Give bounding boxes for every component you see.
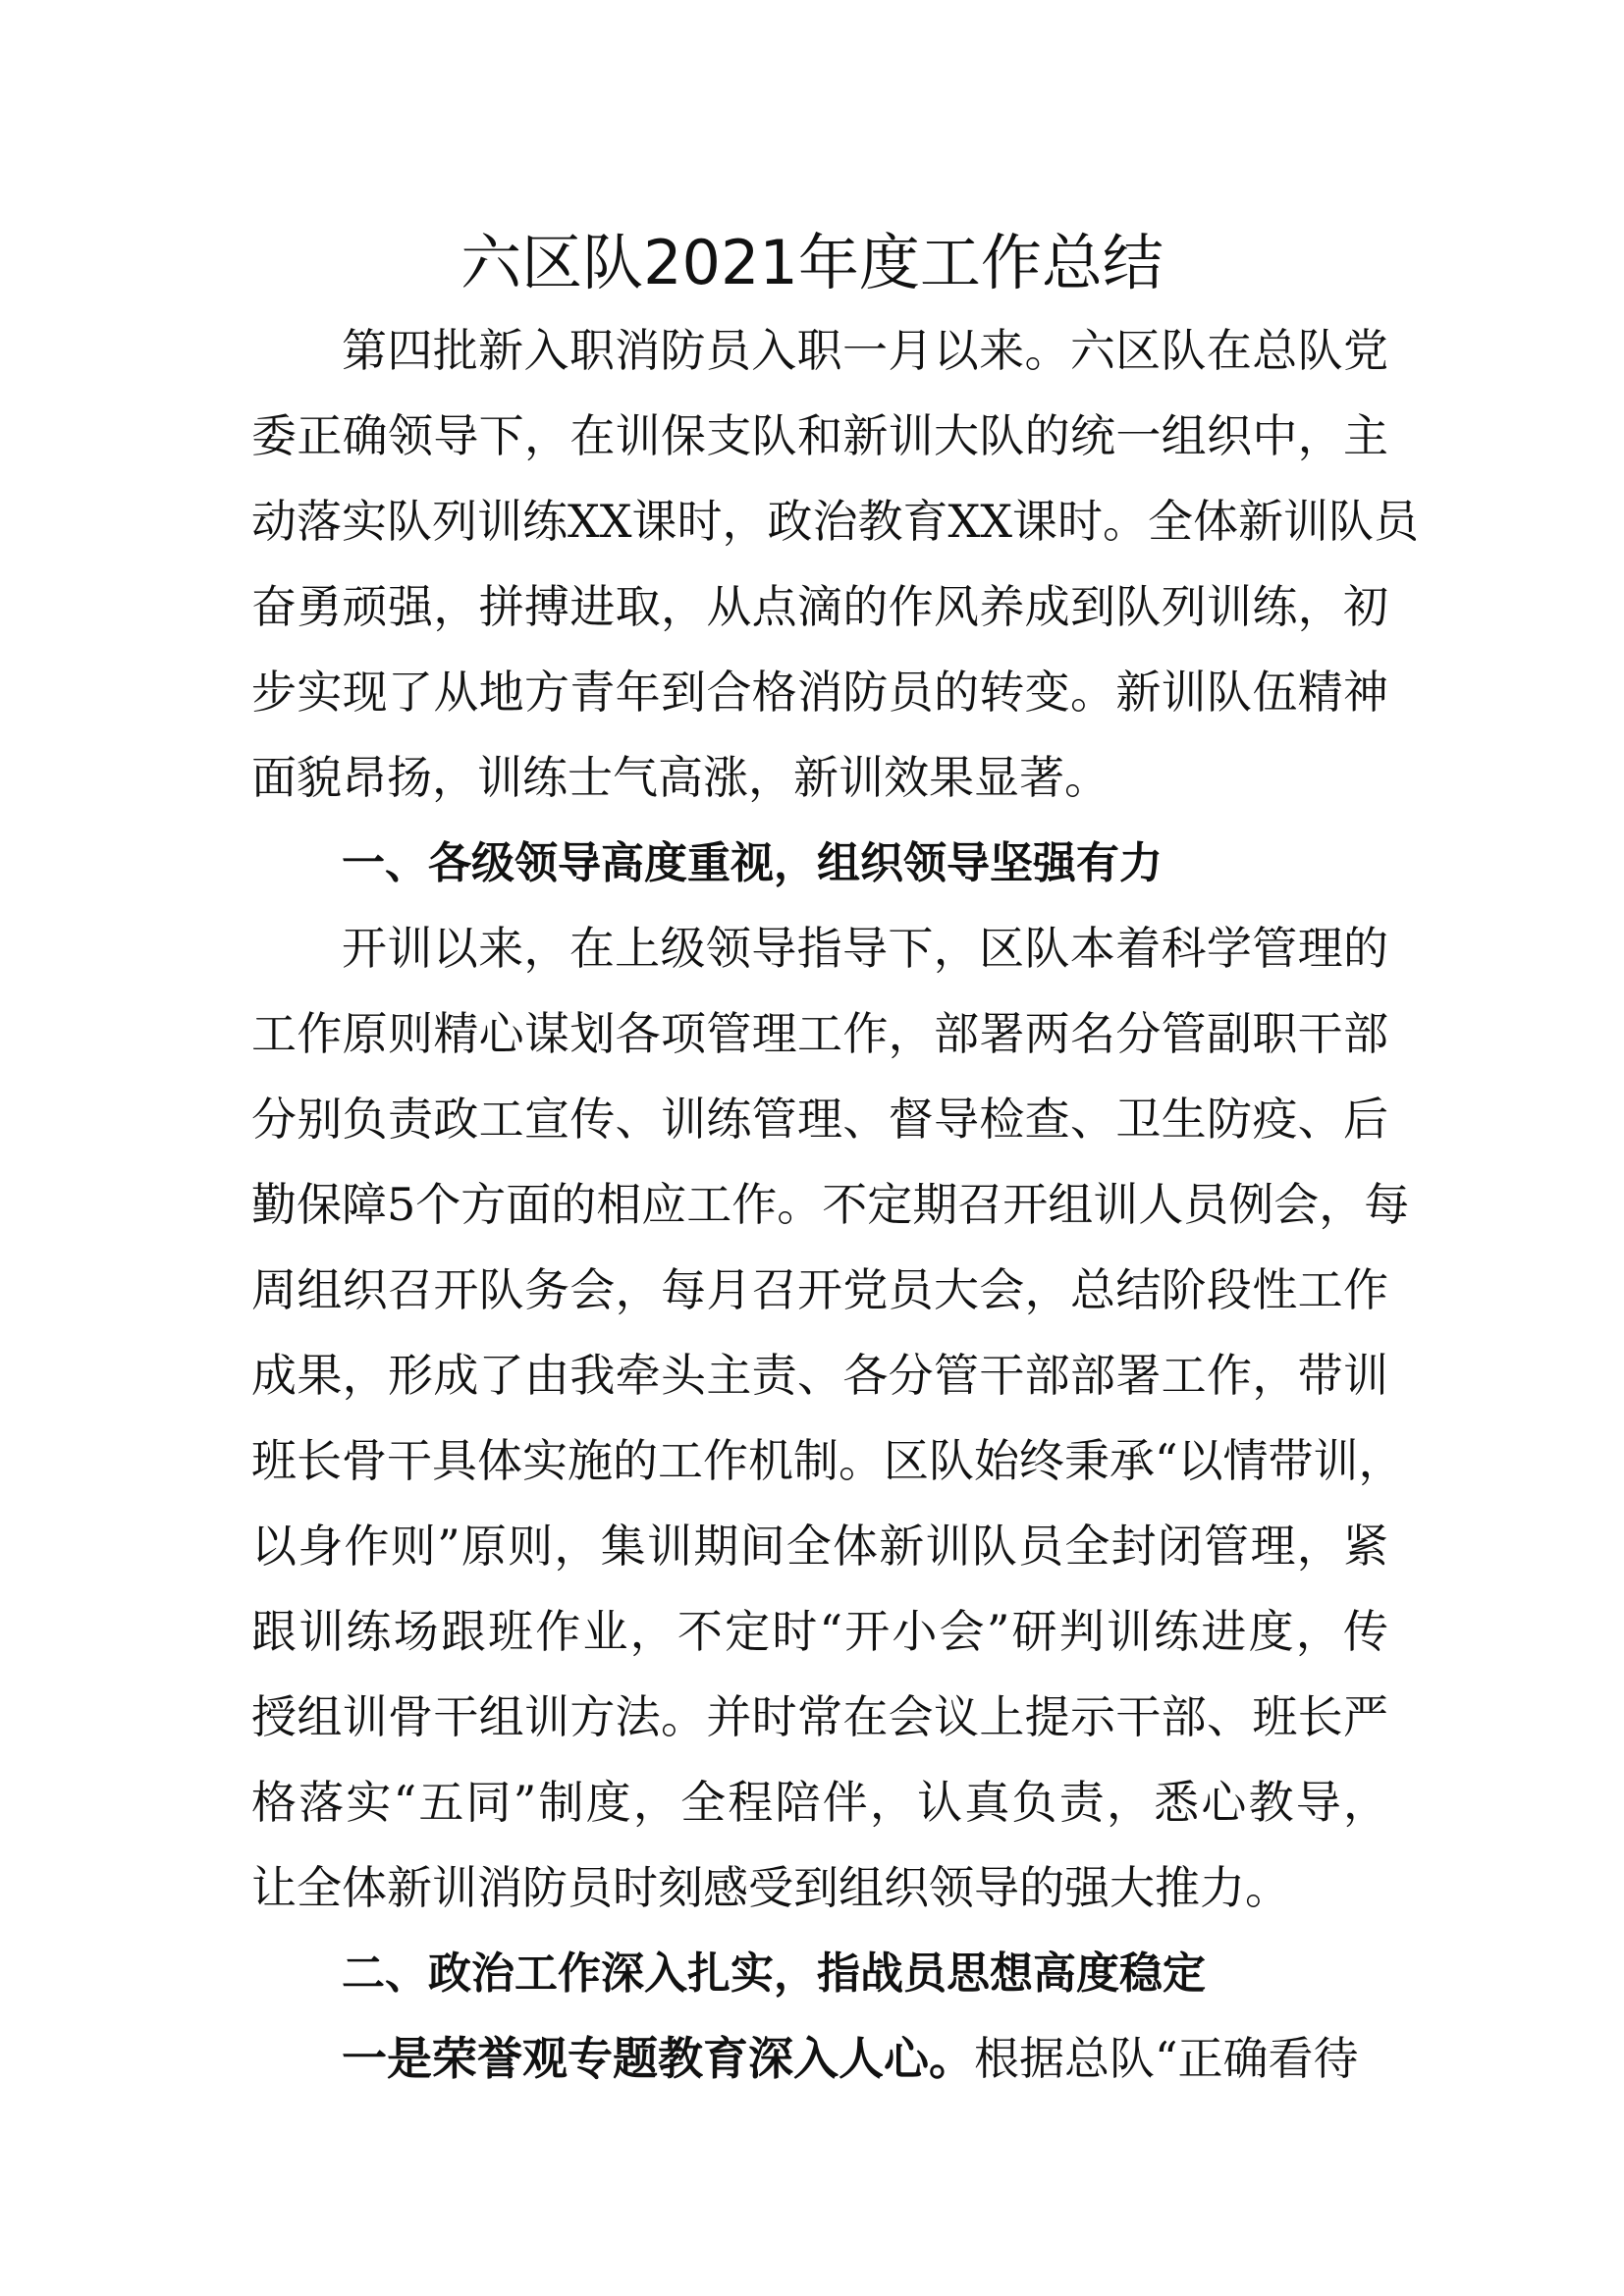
section-heading-2: 二、政治工作深入扎实，指战员思想高度稳定	[342, 1949, 1206, 1999]
text-line: 班长骨干具体实施的工作机制。区队始终秉承“以情带训，	[251, 1434, 1404, 1487]
text-line: 面貌昂扬，训练士气高涨，新训效果显著。	[251, 751, 1110, 804]
document-body	[251, 308, 1419, 2102]
paragraph-intro	[251, 308, 1419, 821]
text-line: 以身作则”原则，集训期间全体新训队员全封闭管理，紧	[251, 1520, 1388, 1573]
text-line: 奋勇顽强，拼搏进取，从点滴的作风养成到队列训练，初	[251, 580, 1388, 633]
text-line: 授组训骨干组训方法。并时常在会议上提示干部、班长严	[251, 1690, 1388, 1743]
text-line: 分别负责政工宣传、训练管理、督导检查、卫生防疫、后	[251, 1093, 1388, 1146]
text-line: 跟训练场跟班作业，不定时“开小会”研判训练进度，传	[251, 1605, 1388, 1658]
text-line: 格落实“五同”制度，全程陪伴，认真负责，悉心教导，	[251, 1776, 1388, 1829]
paragraph-honor-education	[251, 2016, 1388, 2102]
text-line: 工作原则精心谋划各项管理工作，部署两名分管副职干部	[251, 1007, 1388, 1060]
bold-lead-text: 一是荣誉观专题教育深入人心。	[342, 2032, 974, 2085]
text-line: 周组织召开队务会，每月召开党员大会，总结阶段性工作	[251, 1263, 1388, 1316]
text-line: 让全体新训消防员时刻感受到组织领导的强大推力。	[251, 1861, 1290, 1914]
text-line: 动落实队列训练XX课时，政治教育XX课时。全体新训队员	[251, 495, 1419, 548]
text-line: 步实现了从地方青年到合格消防员的转变。新训队伍精神	[251, 666, 1388, 719]
section-heading-1: 一、各级领导高度重视，组织领导坚强有力	[342, 838, 1163, 888]
text-line: 第四批新入职消防员入职一月以来。六区队在总队党	[342, 324, 1388, 377]
paragraph-text: 根据总队“正确看待	[974, 2032, 1359, 2085]
text-line: 成果，形成了由我牵头主责、各分管干部部署工作，带训	[251, 1349, 1388, 1402]
document-title: 六区队2021年度工作总结	[460, 227, 1164, 298]
text-line: 开训以来，在上级领导指导下，区队本着科学管理的	[342, 922, 1388, 975]
text-line: 勤保障5个方面的相应工作。不定期召开组训人员例会，每	[251, 1178, 1410, 1231]
paragraph-leadership	[251, 906, 1410, 1931]
text-line: 委正确领导下，在训保支队和新训大队的统一组织中，主	[251, 409, 1388, 462]
